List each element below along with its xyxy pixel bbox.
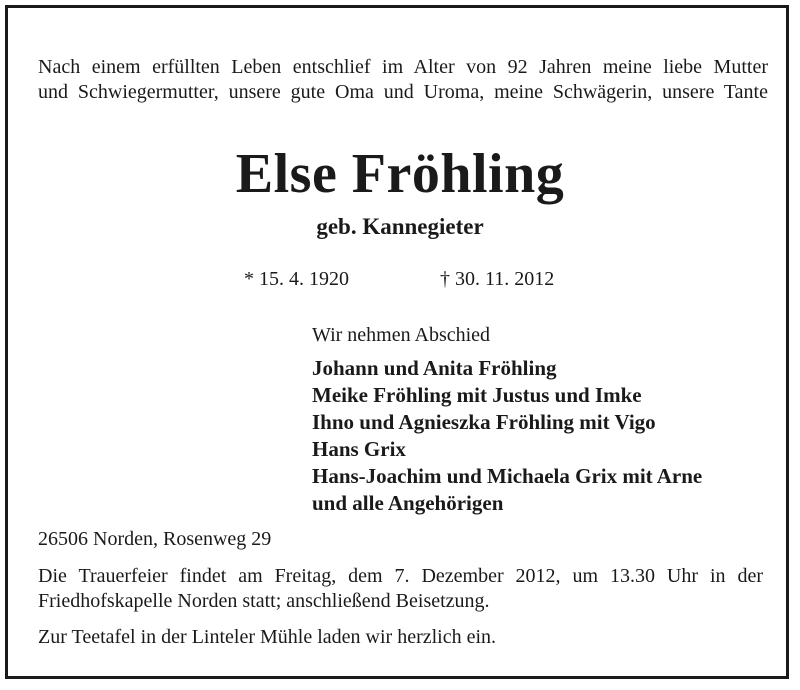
intro-text bbox=[38, 55, 768, 105]
ceremony-line-2: Friedhofskapelle Norden statt; anschließend Beisetzung. bbox=[38, 590, 490, 612]
intro-line-1: Nach einem erfüllten Leben entschlief im Alter von 92 Jahren meine liebe Mutter bbox=[38, 56, 768, 78]
ceremony-text bbox=[38, 564, 763, 614]
mourner-item: und alle Angehörigen bbox=[312, 491, 504, 515]
deceased-name: Else Fröhling bbox=[235, 143, 565, 205]
intro-line-2: und Schwiegermutter, unsere gute Oma und Uroma, meine Schwägerin, unsere Tante bbox=[38, 81, 768, 103]
ceremony-line-1: Die Trauerfeier findet am Freitag, dem 7. Dezember 2012, um 13.30 Uhr in der bbox=[38, 565, 763, 587]
mourner-item: Johann und Anita Fröhling bbox=[312, 356, 557, 380]
mourner-item: Meike Fröhling mit Justus und Imke bbox=[312, 383, 642, 407]
mourner-item: Ihno und Agnieszka Fröhling mit Vigo bbox=[312, 410, 656, 434]
farewell-heading: Wir nehmen Abschied bbox=[312, 324, 491, 346]
mourners-list bbox=[312, 355, 702, 517]
birth-date: * 15. 4. 1920 bbox=[244, 268, 349, 290]
tea-invitation: Zur Teetafel in der Linteler Mühle laden wir herzlich ein. bbox=[38, 626, 497, 648]
death-date: † 30. 11. 2012 bbox=[440, 268, 555, 290]
mourner-item: Hans Grix bbox=[312, 437, 406, 461]
address: 26506 Norden, Rosenweg 29 bbox=[38, 528, 272, 550]
maiden-name: geb. Kannegieter bbox=[316, 214, 484, 239]
mourner-item: Hans-Joachim und Michaela Grix mit Arne bbox=[312, 464, 703, 488]
